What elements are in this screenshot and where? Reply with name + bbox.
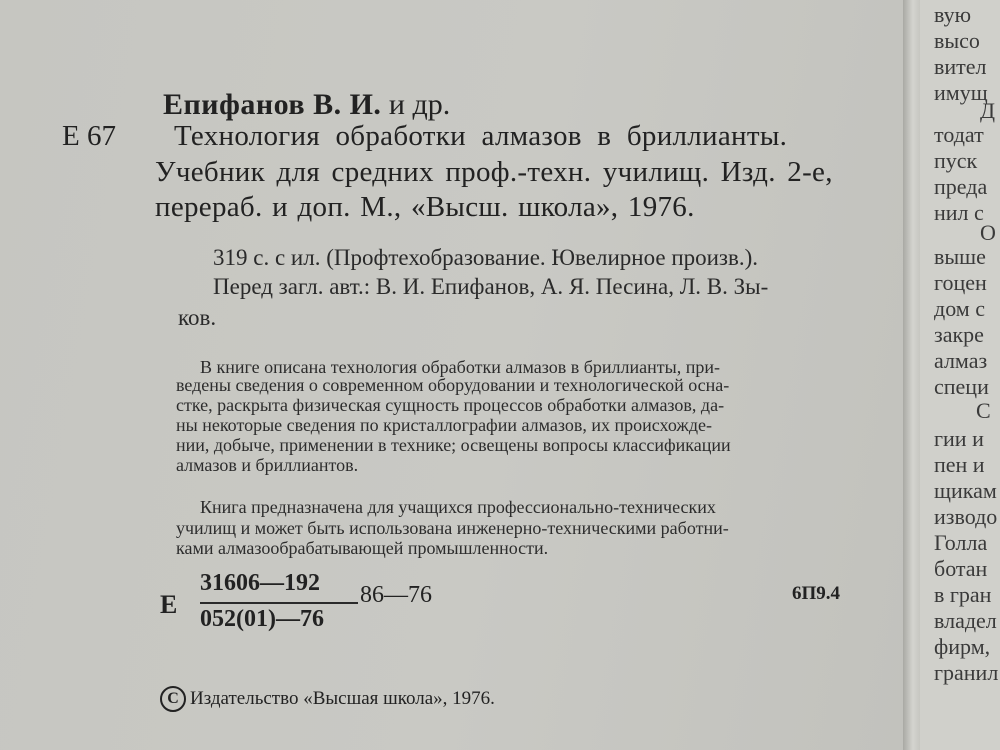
right-page-line: О [980,220,996,245]
right-page-line: закре [934,322,984,347]
title-line-1: Технология обработки алмазов в бриллианты. [174,120,788,152]
index-suffix: 86—76 [360,582,432,608]
right-page-line: специ [934,374,989,399]
meta-line-3: ков. [178,305,217,330]
abstract-line: ведены сведения о современном оборудовании и технологической оснa- [176,375,730,395]
author-name: Епифанов В. И. [163,88,382,121]
right-page-line: Д [980,98,996,123]
right-page-line: алмаз [934,348,988,373]
classification-code: Е 67 [62,120,116,152]
meta-line-1: 319 с. с ил. (Профтехобразование. Ювелирное произв.). [213,245,759,270]
right-page-line: фирм, [934,634,991,659]
right-page-line: выше [934,244,986,269]
copyright-icon: С [160,686,186,712]
author-suffix: и др. [381,88,451,121]
right-page [920,0,1000,750]
right-page-line: вител [934,54,987,79]
right-page-line: пен и [934,452,985,477]
right-page-line: вую [934,2,972,27]
right-page-line: щикам [934,478,997,503]
title-line-2: Учебник для средних проф.-техн. училищ. Изд. 2-е, [155,156,833,188]
right-page-line: гоцен [934,270,987,295]
right-page-line: имущ [934,80,988,105]
right-page-line: тодат [934,122,984,147]
abstract-line: алмазов и бриллиантов. [176,455,359,475]
right-page-line: дом с [934,296,985,321]
bbk-code: 6П9.4 [792,583,841,604]
index-letter: Е [160,590,178,619]
fraction-bar [200,602,358,604]
title-line-3: перераб. и доп. М., «Высш. школа», 1976. [155,191,695,223]
right-page-line: изводо [934,504,998,529]
index-numerator: 31606—192 [200,570,320,596]
right-page-line: Голла [934,530,988,555]
right-page-line: высо [934,28,980,53]
right-page-line: владел [934,608,997,633]
meta-line-2: Перед загл. авт.: В. И. Епифанов, А. Я. Песина, Л. В. Зы- [213,274,769,299]
right-page-line: гии и [934,426,984,451]
copyright-text: Издательство «Высшая школа», 1976. [190,688,495,709]
abstract-line: Книга предназначена для учащихся профессионально-технических [200,497,716,517]
abstract-line: ны некоторые сведения по кристаллографии алмазов, их происхожде- [176,415,712,435]
right-page-line: пуск [934,148,978,173]
copyright-line [160,686,495,712]
right-page-line: гранил [934,660,999,685]
author-line [163,88,450,122]
abstract-line: училищ и может быть использована инженерно-техническими работни- [176,518,729,538]
abstract-line: ками алмазообрабатывающей промышленности. [176,538,549,558]
right-page-line: С [976,398,991,423]
right-page-line: в гран [934,582,992,607]
abstract-line: стке, раскрыта физическая сущность процессов обработки алмазов, да- [176,395,725,415]
abstract-line: В книге описана технология обработки алмазов в бриллианты, при- [200,357,720,377]
abstract-line: нии, добыче, применении в технике; освещены вопросы классификации [176,435,731,455]
right-page-line: преда [934,174,988,199]
right-page-line: ботан [934,556,988,581]
right-page-line: нил с [934,200,984,225]
index-denominator: 052(01)—76 [200,606,324,632]
